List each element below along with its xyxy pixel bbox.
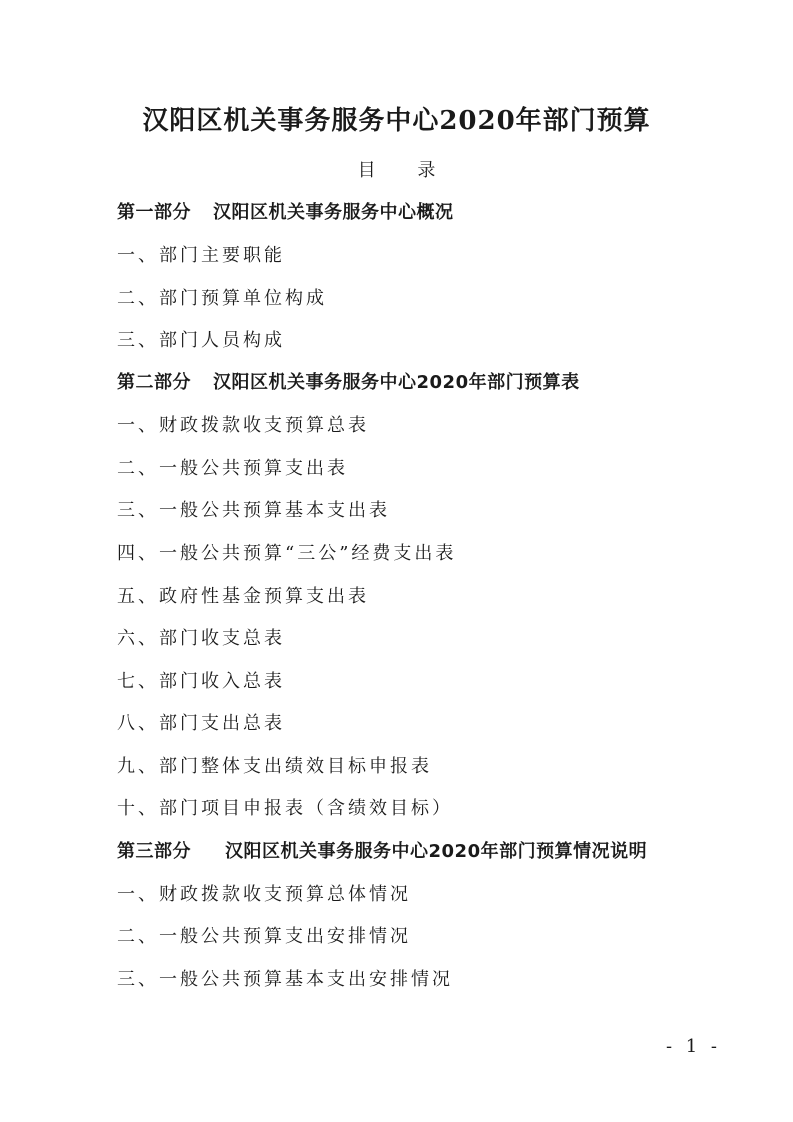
toc-part-2[interactable] (117, 368, 580, 394)
toc-part-1[interactable] (117, 198, 454, 224)
toc-item[interactable]: 三、一般公共预算基本支出安排情况 (117, 969, 453, 990)
toc-item[interactable]: 九、部门整体支出绩效目标申报表 (117, 756, 432, 777)
toc-item[interactable]: 三、一般公共预算基本支出表 (117, 500, 390, 521)
document-title: 汉阳区机关事务服务中心2020年部门预算 (142, 106, 651, 136)
toc-heading: 目 录 (357, 160, 454, 181)
toc-part-1-title: 汉阳区机关事务服务中心概况 (213, 202, 454, 223)
toc-item[interactable]: 一、部门主要职能 (117, 245, 285, 266)
toc-item[interactable]: 二、部门预算单位构成 (117, 288, 327, 309)
toc-part-3[interactable] (117, 837, 647, 863)
toc-item[interactable]: 三、部门人员构成 (117, 330, 285, 351)
toc-item[interactable]: 五、政府性基金预算支出表 (117, 586, 369, 607)
toc-item[interactable]: 二、一般公共预算支出表 (117, 458, 348, 479)
page-number: - 1 - (665, 1036, 721, 1057)
toc-item[interactable]: 一、财政拨款收支预算总体情况 (117, 884, 411, 905)
toc-part-3-title: 汉阳区机关事务服务中心2020年部门预算情况说明 (225, 841, 648, 862)
toc-part-1-label: 第一部分 (117, 202, 191, 223)
toc-item[interactable]: 七、部门收入总表 (117, 671, 285, 692)
toc-item[interactable]: 二、一般公共预算支出安排情况 (117, 926, 411, 947)
toc-part-2-label: 第二部分 (117, 372, 191, 393)
toc-item[interactable]: 六、部门收支总表 (117, 628, 285, 649)
toc-item[interactable]: 四、一般公共预算“三公”经费支出表 (117, 543, 457, 564)
toc-item[interactable]: 八、部门支出总表 (117, 713, 285, 734)
toc-part-3-label: 第三部分 (117, 841, 191, 862)
toc-item[interactable]: 一、财政拨款收支预算总表 (117, 415, 369, 436)
toc-item[interactable]: 十、部门项目申报表（含绩效目标） (117, 798, 453, 819)
toc-part-2-title: 汉阳区机关事务服务中心2020年部门预算表 (213, 372, 580, 393)
